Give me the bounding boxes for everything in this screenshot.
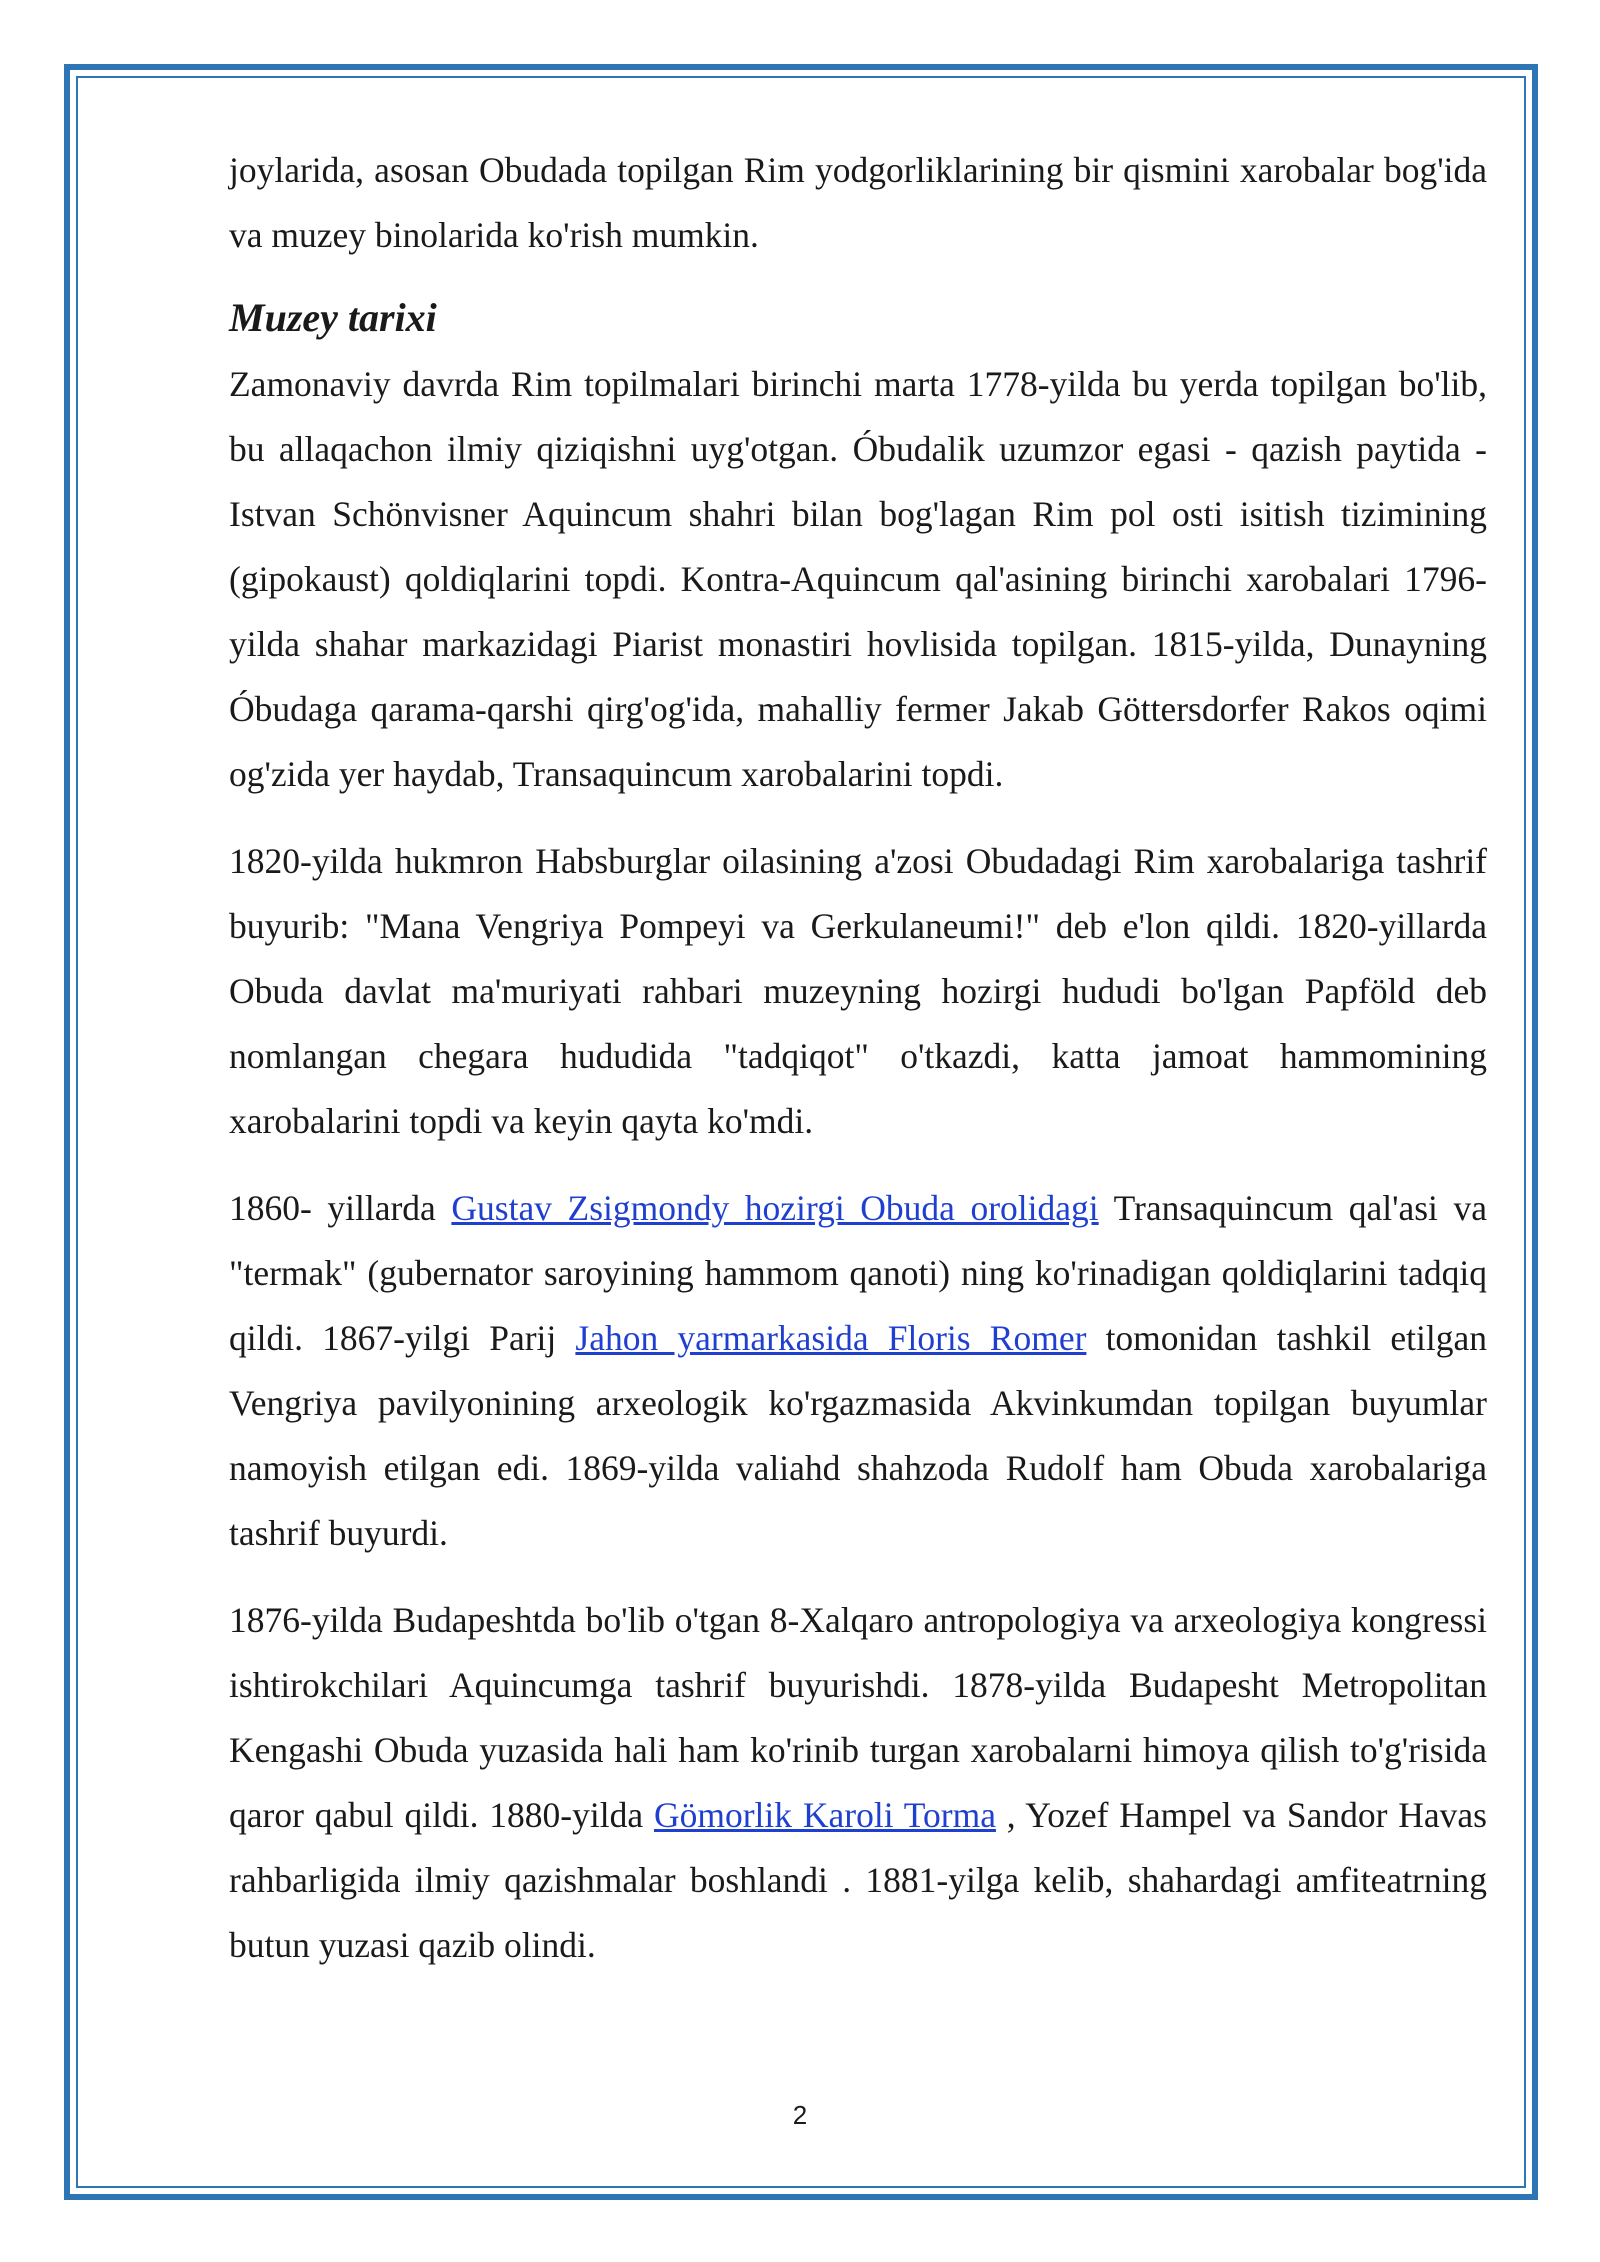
page-number: 2: [792, 2100, 808, 2130]
link-karoli-torma[interactable]: Gömorlik Karoli Torma: [653, 1795, 996, 1835]
link-jahon-yarmarkasi[interactable]: Jahon yarmarkasida Floris Romer: [575, 1318, 1087, 1358]
paragraph-1: Zamonaviy davrda Rim topilmalari birinchi marta 1778-yilda bu yerda topilgan bo'lib, bu allaqachon ilmiy qiziqishni uyg'otgan. Óbudalik uzumzor egasi - qazish paytida - Istvan Schönvisner Aquincum shahri bilan bog'lagan Rim pol osti isitish tizimining (gipokaust) qoldiqlarini topdi. Kontra-Aquincum qal'asining birinchi xarobalari 1796-yilda shahar markazidagi Piarist monastiri hovlisida topilgan. 1815-yilda, Dunayning Óbudaga qarama-qarshi qirg'og'ida, mahalliy fermer Jakab Göttersdorfer Rakos oqimi og'zida yer haydab, Transaquincum xarobalarini topdi.: [229, 364, 1487, 794]
paragraph-3-text-c: tomonidan tashkil etilgan Vengriya pavilyonining arxeologik ko'rgazmasida Akvinkumdan topilgan buyumlar namoyish etilgan edi. 1869-yilda valiahd shahzoda Rudolf ham Obuda xarobalariga tashrif buyurdi.: [229, 1318, 1487, 1553]
document-body: [229, 138, 1487, 1978]
paragraph-2: 1820-yilda hukmron Habsburglar oilasining a'zosi Obudadagi Rim xarobalariga tashrif buyurib: "Mana Vengriya Pompeyi va Gerkulaneumi!" deb e'lon qildi. 1820-yillarda Obuda davlat ma'muriyati rahbari muzeyning hozirgi hududi bo'lgan Papföld deb nomlangan chegara hududida "tadqiqot" o'tkazdi, katta jamoat hammomining xarobalarini topdi va keyin qayta ko'mdi.: [229, 841, 1487, 1141]
paragraph-4-text-b: , Yozef Hampel va Sandor Havas rahbarligida ilmiy qazishmalar boshlandi . 1881-yilga kelib, shahardagi amfiteatrning butun yuzasi qazib olindi.: [229, 1795, 1487, 1965]
section-heading: Muzey tarixi: [229, 295, 437, 340]
paragraph-3: [229, 1176, 1487, 1566]
paragraph-4: [229, 1588, 1487, 1978]
paragraph-4-text-a: 1876-yilda Budapeshtda bo'lib o'tgan 8-Xalqaro antropologiya va arxeologiya kongressi ishtirokchilari Aquincumga tashrif buyurishdi. 1878-yilda Budapesht Metropolitan Kengashi Obuda yuzasida hali ham ko'rinib turgan xarobalarni himoya qilish to'g'risida qaror qabul qildi. 1880-yilda: [229, 1600, 1487, 1835]
paragraph-3-text-b: Transaquincum qal'asi va "termak" (gubernator saroyining hammom qanoti) ning ko'rinadigan qoldiqlarini tadqiq qildi. 1867-yilgi Parij: [229, 1188, 1487, 1358]
link-gustav-zsigmondy[interactable]: Gustav Zsigmondy hozirgi Obuda orolidagi: [451, 1188, 1099, 1228]
intro-paragraph: joylarida, asosan Obudada topilgan Rim yodgorliklarining bir qismini xarobalar bog'ida va muzey binolarida ko'rish mumkin.: [229, 150, 1487, 255]
paragraph-3-text-a: 1860- yillarda: [229, 1188, 452, 1228]
